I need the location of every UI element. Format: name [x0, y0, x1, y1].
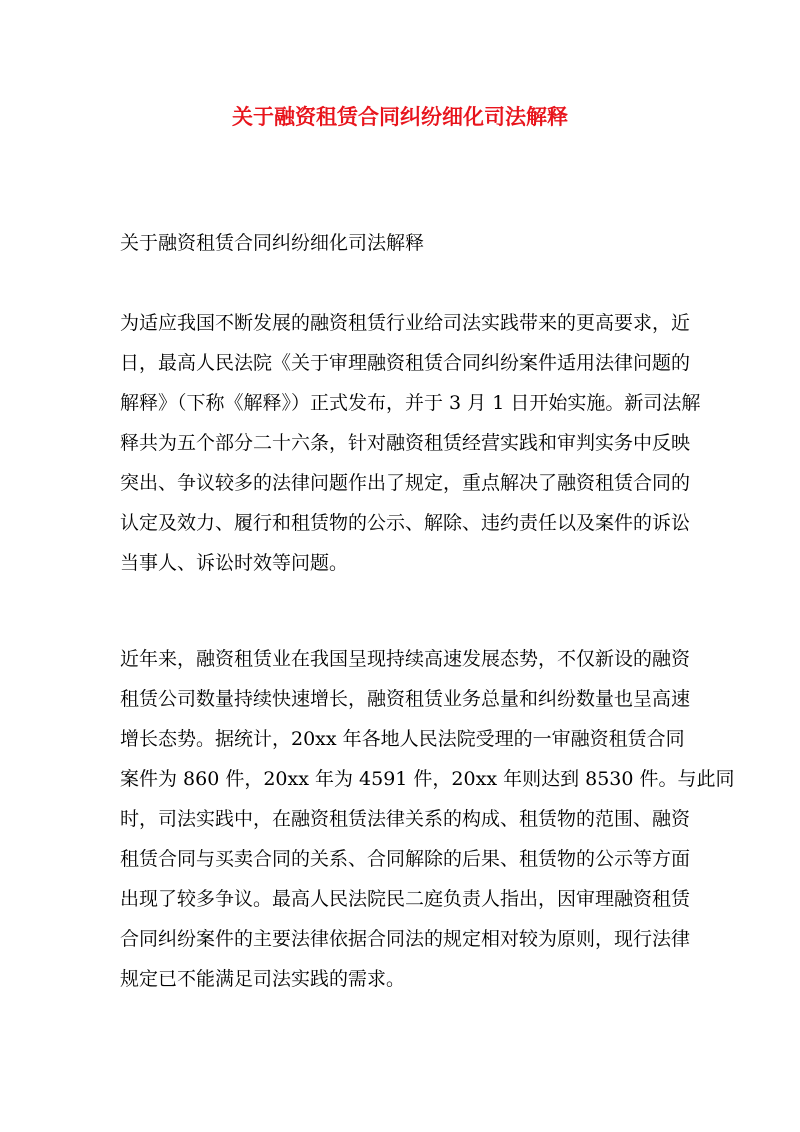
paragraph-line: 近年来，融资租赁业在我国呈现持续高速发展态势，不仅新设的融资 [120, 648, 691, 670]
paragraph-line: 为适应我国不断发展的融资租赁行业给司法实践带来的更高要求，近 [120, 312, 691, 334]
paragraph-intro [120, 303, 701, 583]
document-subtitle: 关于融资租赁合同纠纷细化司法解释 [120, 232, 425, 254]
paragraph-line: 认定及效力、履行和租赁物的公示、解除、违约责任以及案件的诉讼 [120, 512, 691, 534]
paragraph-line: 租赁公司数量持续快速增长，融资租赁业务总量和纠纷数量也呈高速 [120, 688, 691, 710]
paragraph-line: 租赁合同与买卖合同的关系、合同解除的后果、租赁物的公示等方面 [120, 848, 691, 870]
document-title: 关于融资租赁合同纠纷细化司法解释 [232, 104, 568, 129]
paragraph-line: 释共为五个部分二十六条，针对融资租赁经营实践和审判实务中反映 [120, 432, 691, 454]
paragraph-line: 案件为 860 件，20xx 年为 4591 件，20xx 年则达到 8530 件。与此同 [120, 768, 735, 790]
paragraph-line: 时，司法实践中，在融资租赁法律关系的构成、租赁物的范围、融资 [120, 808, 691, 830]
paragraph-line: 突出、争议较多的法律问题作出了规定，重点解决了融资租赁合同的 [120, 472, 691, 494]
paragraph-background [120, 639, 735, 999]
paragraph-line: 增长态势。据统计，20xx 年各地人民法院受理的一审融资租赁合同 [120, 728, 685, 750]
paragraph-line: 日，最高人民法院《关于审理融资租赁合同纠纷案件适用法律问题的 [120, 352, 691, 374]
paragraph-line: 解释》（下称《解释》）正式发布，并于 3 月 1 日开始实施。新司法解 [120, 392, 701, 414]
paragraph-line: 出现了较多争议。最高人民法院民二庭负责人指出，因审理融资租赁 [120, 888, 691, 910]
paragraph-line: 规定已不能满足司法实践的需求。 [120, 968, 406, 990]
paragraph-line: 合同纠纷案件的主要法律依据合同法的规定相对较为原则，现行法律 [120, 928, 691, 950]
paragraph-line: 当事人、诉讼时效等问题。 [120, 552, 349, 574]
